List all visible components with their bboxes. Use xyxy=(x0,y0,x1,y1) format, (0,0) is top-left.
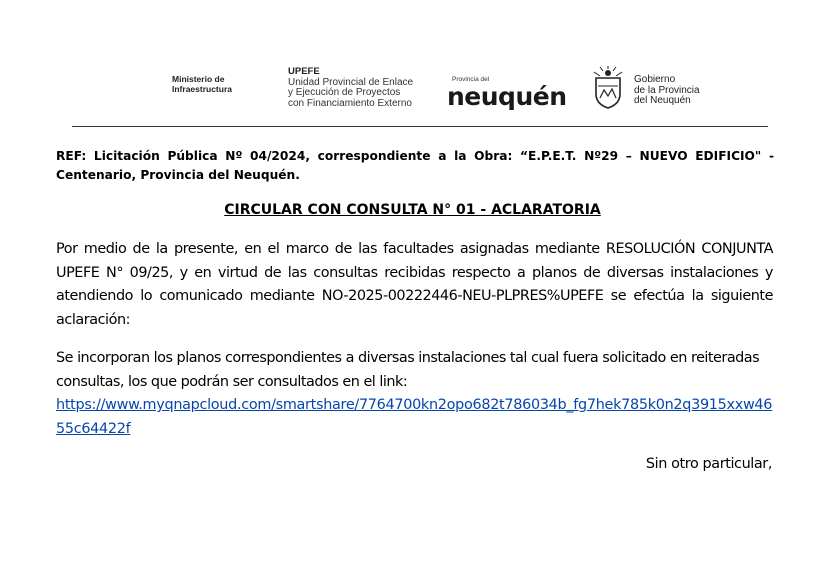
paragraph-2-block xyxy=(56,347,773,441)
upefe-logo xyxy=(288,67,413,109)
gobierno-line-3: del Neuquén xyxy=(634,95,691,106)
letterhead xyxy=(0,60,825,120)
gobierno-line-1: Gobierno xyxy=(634,74,676,85)
upefe-line-3: con Financiamiento Externo xyxy=(288,97,412,109)
coat-of-arms-icon xyxy=(590,64,626,110)
upefe-title: UPEFE xyxy=(288,66,320,77)
circular-title: CIRCULAR CON CONSULTA N° 01 - ACLARATORIA xyxy=(224,202,601,218)
provincia-label: Provincia del xyxy=(452,76,490,83)
closing-text: Sin otro particular, xyxy=(645,456,772,472)
reference-line: REF: Licitación Pública Nº 04/2024, correspondiente a la Obra: “E.P.E.T. Nº29 – NUEVO EDIFICIO" - Centenario, Provincia del Neuquén. xyxy=(56,149,774,182)
upefe-line-1: Unidad Provincial de Enlace xyxy=(288,76,414,88)
ministerio-line-2: Infraestructura xyxy=(172,84,232,94)
neuquen-logo: neuquén xyxy=(447,82,567,111)
gobierno-line-2: de la Provincia xyxy=(634,84,700,96)
paragraph-1: Por medio de la presente, en el marco de las facultades asignadas mediante RESOLUCIÓN CONJUNTA UPEFE N° 09/25, y en virtud de las consultas recibidas respecto a planos de diversas instalaciones y atendiendo lo comunicado mediante NO-2025-00222446-NEU-PLPRES%UPEFE se efectúa la siguiente aclaración: xyxy=(56,241,773,328)
ministerio-logo xyxy=(172,74,232,94)
header-divider xyxy=(72,126,768,127)
share-link[interactable]: https://www.myqnapcloud.com/smartshare/7764700kn2opo682t786034b_fg7hek785k0n2q3915xxw4655c64422f xyxy=(56,397,773,437)
ministerio-line-1: Ministerio de xyxy=(172,74,225,84)
gobierno-label xyxy=(634,75,700,107)
paragraph-2: Se incorporan los planos correspondientes a diversas instalaciones tal cual fuera solicitado en reiteradas consultas, los que podrán ser consultados en el link: xyxy=(56,350,760,390)
upefe-line-2: y Ejecución de Proyectos xyxy=(288,87,401,98)
